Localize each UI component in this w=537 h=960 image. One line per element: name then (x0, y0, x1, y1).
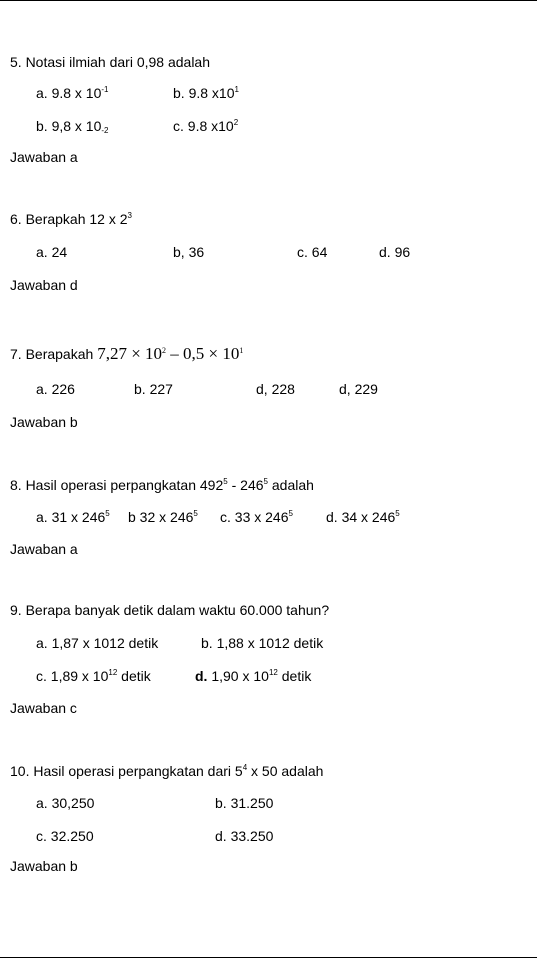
question-9: 9. Berapa banyak detik dalam waktu 60.000 tahun? (10, 602, 330, 618)
bottom-rule (0, 957, 537, 958)
q10-option-d: d. 33.250 (215, 828, 274, 844)
q7-option-c: d, 228 (256, 381, 295, 397)
q5-option-c: b. 9,8 x $10_{-2}$ (36, 118, 109, 135)
q10-option-a: a. 30,250 (36, 795, 95, 811)
q6-option-c: c. 64 (297, 244, 328, 260)
q8-option-b: b 32 x $246^5$ (128, 509, 198, 525)
q6-answer: Jawaban d (10, 277, 78, 293)
q6-option-d: d. 96 (379, 244, 411, 260)
q9-option-a: a. 1,87 x 1012 detik (36, 635, 159, 651)
q6-option-b: b, 36 (173, 244, 205, 260)
top-rule (0, 0, 537, 1)
q10-option-c: c. 32.250 (36, 828, 94, 844)
question-6: 6. Berapkah 12 x $2^3$ (10, 211, 132, 227)
question-10: 10. Hasil operasi perpangkatan dari $5^4$ x 50 adalah (10, 763, 324, 779)
q5-option-b: b. 9.8 $x10^1$ (173, 85, 239, 101)
q9-option-d: d. 1,90 x $10^{12}$ detik (195, 668, 312, 684)
q7-answer: Jawaban b (10, 414, 78, 430)
q6-option-a: a. 24 (36, 244, 68, 260)
q8-option-a: a. 31 x $246^5$ (36, 509, 110, 525)
q5-answer: Jawaban a (10, 149, 78, 165)
q7-option-a: a. 226 (36, 381, 75, 397)
q8-option-c: c. 33 x $246^5$ (220, 509, 293, 525)
q10-answer: Jawaban b (10, 858, 78, 874)
q9-answer: Jawaban c (10, 700, 77, 716)
q9-option-b: b. 1,88 x 1012 detik (201, 635, 324, 651)
q7-option-b: b. 227 (134, 381, 173, 397)
question-5: 5. Notasi ilmiah dari 0,98 adalah (10, 54, 211, 70)
q5-option-d: c. 9.8 $x10^2$ (173, 118, 239, 134)
q10-option-b: b. 31.250 (215, 795, 274, 811)
question-8: 8. Hasil operasi perpangkatan $492^5 - 246^5$ adalah (10, 477, 314, 493)
q5-option-a: a. 9.8 x $10^{-1}$ (36, 85, 109, 101)
q7-expression: $7,27 \times 10^2 - 0,5 \times 10^1$ (97, 344, 244, 363)
q7-option-d: d, 229 (339, 381, 378, 397)
q8-answer: Jawaban a (10, 541, 78, 557)
question-7: 7. Berapakah $7,27 \times 10^2 - 0,5 \times 10^1$ (10, 344, 244, 363)
q9-option-c: c. 1,89 x $10^{12}$ detik (36, 668, 151, 684)
q8-option-d: d. 34 x $246^5$ (326, 509, 400, 525)
